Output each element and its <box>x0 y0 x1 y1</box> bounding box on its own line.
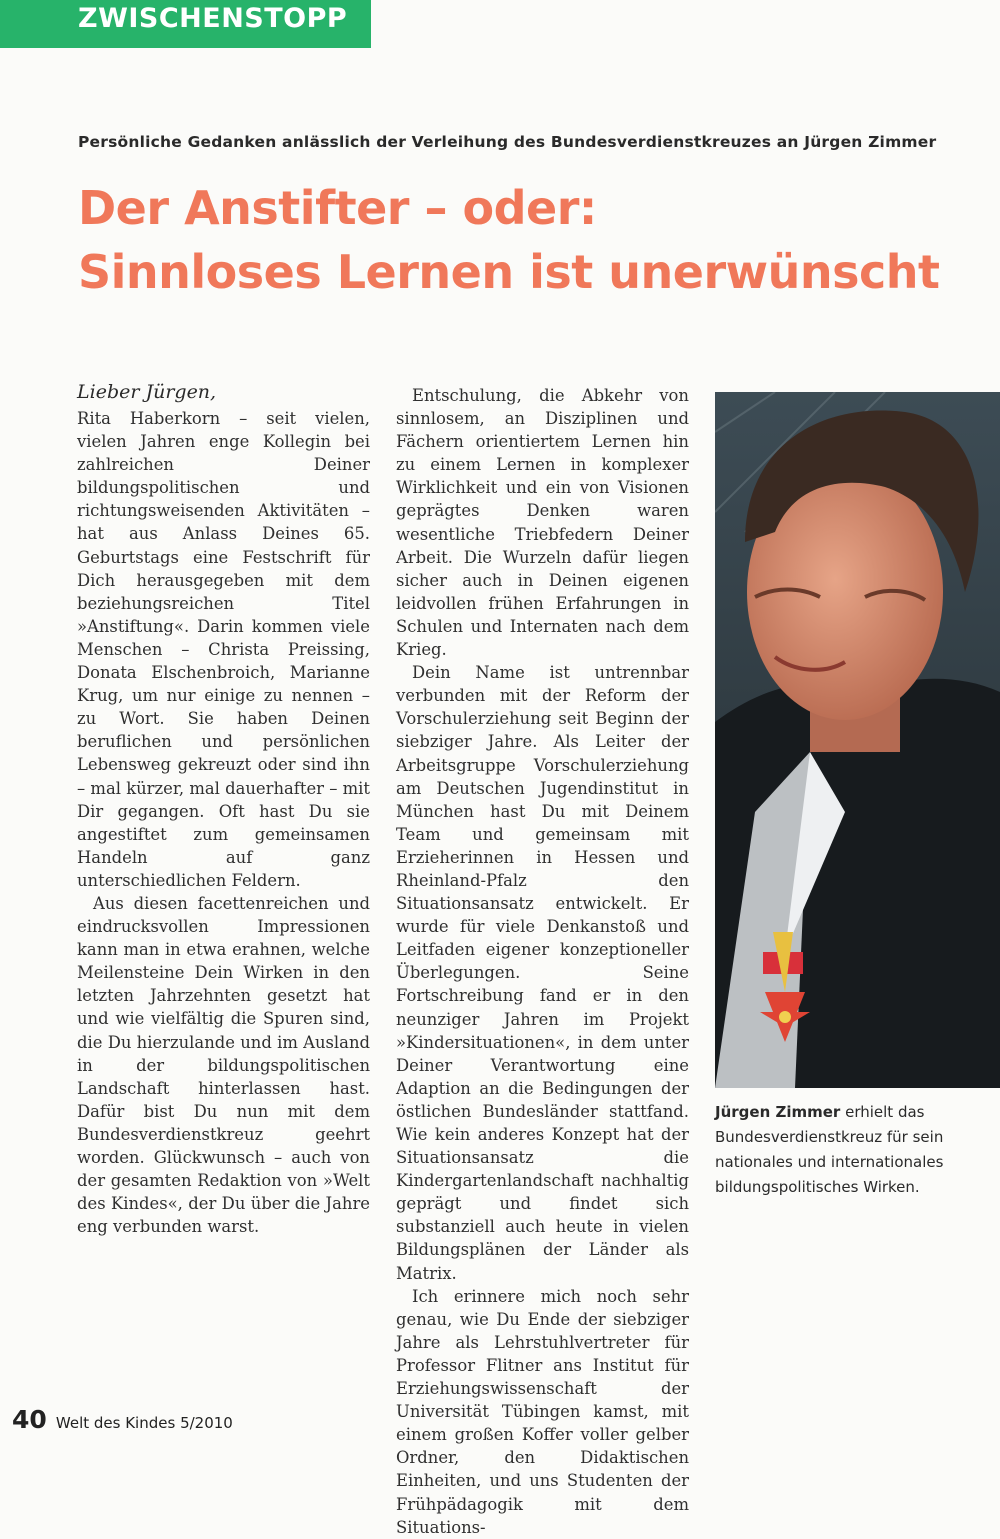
portrait-illustration <box>715 392 1000 1088</box>
headline-line-2: Sinnloses Lernen ist unerwünscht <box>78 245 940 299</box>
salutation: Lieber Jürgen, <box>77 381 217 403</box>
page-number: 40 <box>12 1405 47 1434</box>
caption-text: erhielt das Bundesverdienstkreuz für sein nationales und internationales bildungspolitisches Wirken. <box>715 1103 944 1196</box>
paragraph: Rita Haberkorn – seit vielen, vielen Jahren enge Kollegin bei zahlreichen Deiner bildungspolitischen und richtungsweisenden Aktivitäten – hat aus Anlass Deines 65. Geburtstags eine Festschrift für Dich herausgegeben mit dem beziehungsreichen Titel »Anstiftung«. Darin kommen viele Menschen – Christa Preissing, Donata Elschenbroich, Marianne Krug, um nur einige zu nennen – zu Wort. Sie haben Deinen beruflichen und persönlichen Lebensweg gekreuzt oder sind ihn – mal kürzer, mal dauerhafter – mit Dir gegangen. Oft hast Du sie angestiftet zum gemeinsamen Handeln auf ganz unterschiedlichen Feldern. <box>77 409 370 890</box>
text-column-2 <box>396 384 689 1539</box>
paragraph: Ich erinnere mich noch sehr genau, wie Du Ende der siebziger Jahre als Lehrstuhlvertreter für Professor Flitner ans Institut für Erziehungswissenschaft der Universität Tübingen kamst, mit einem großen Koffer voller gelber Ordner, den Didaktischen Einheiten, und uns Studenten der Frühpädagogik mit dem Situations- <box>396 1286 689 1537</box>
publication-name: Welt des Kindes 5/2010 <box>55 1414 233 1432</box>
article-kicker: Persönliche Gedanken anlässlich der Verleihung des Bundesverdienstkreuzes an Jürgen Zimmer <box>78 133 937 151</box>
headline-line-1: Der Anstifter – oder: <box>78 181 597 235</box>
caption-name: Jürgen Zimmer <box>715 1103 841 1121</box>
paragraph: Entschulung, die Abkehr von sinnlosem, an Disziplinen und Fächern orientiertem Lernen hin zu einem Lernen in komplexer Wirklichkeit und ein von Visionen geprägtes Denken waren wesentliche Triebfedern Deiner Arbeit. Die Wurzeln dafür liegen sicher auch in Deinen eigenen leidvollen frühen Erfahrungen in Schulen und Internaten nach dem Krieg. <box>396 386 689 660</box>
page-footer <box>12 1405 233 1434</box>
section-label: ZWISCHENSTOPP <box>78 3 348 34</box>
article-headline <box>78 176 978 304</box>
paragraph: Dein Name ist untrennbar verbunden mit der Reform der Vorschulerziehung seit Beginn der siebziger Jahre. Als Leiter der Arbeitsgruppe Vorschulerziehung am Deutschen Jugendinstitut in München hast Du mit Deinem Team und gemeinsam mit Erzieherinnen in Hessen und Rheinland-Pfalz den Situationsansatz entwickelt. Er wurde für viele Denkanstoß und Leitfaden eigener konzeptioneller Überlegungen. Seine Fortschreibung fand er in den neunziger Jahren im Projekt »Kindersituationen«, in dem unter Deiner Verantwortung eine Adaption an die Bedingungen der östlichen Bundesländer stattfand. Wie kein anderes Konzept hat der Situationsansatz die Kindergartenlandschaft nachhaltig geprägt und findet sich substanziell auch heute in vielen Bildungsplänen der Länder als Matrix. <box>396 663 689 1283</box>
photo-caption <box>715 1100 993 1200</box>
paragraph: Aus diesen facettenreichen und eindrucksvollen Impressionen kann man in etwa erahnen, welche Meilensteine Dein Wirken in den letzten Jahrzehnten gesetzt hat und wie vielfältig die Spuren sind, die Du hierzulande und im Ausland in der bildungspolitischen Landschaft hinterlassen hast. Dafür bist Du nun mit dem Bundesverdienstkreuz geehrt worden. Glückwunsch – auch von der gesamten Redaktion von »Welt des Kindes«, der Du über die Jahre eng verbunden warst. <box>77 893 370 1237</box>
section-tag <box>0 0 371 48</box>
portrait-photo <box>715 392 1000 1088</box>
text-column-1 <box>77 407 370 1238</box>
